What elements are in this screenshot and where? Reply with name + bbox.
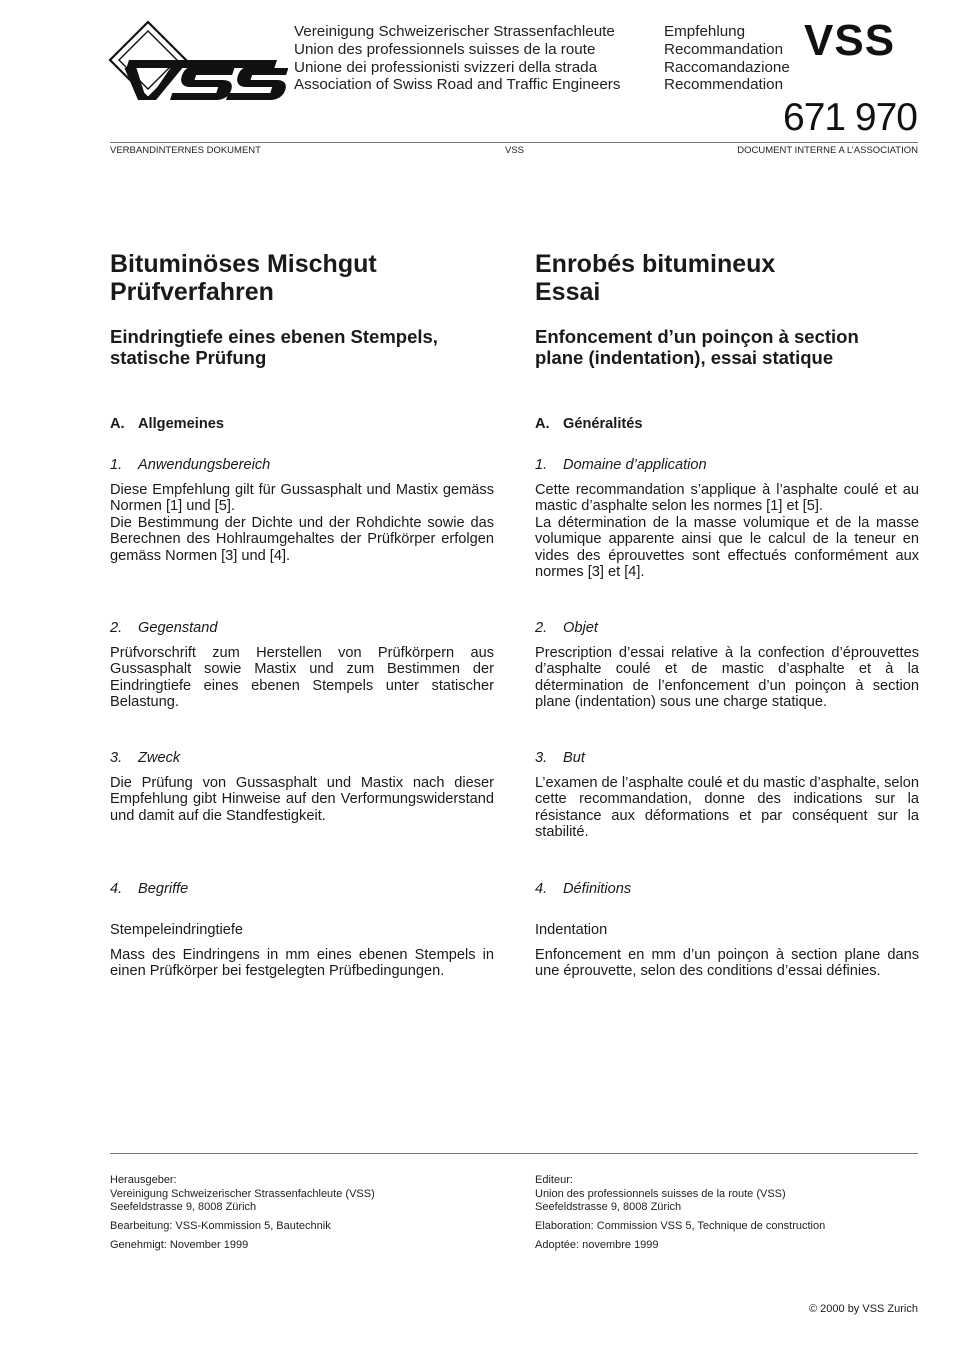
publisher-label: Editeur: [535, 1174, 573, 1186]
editing-info: Elaboration: Commission VSS 5, Technique de construction [535, 1220, 826, 1233]
subsection-title: Begriffe [138, 881, 189, 897]
document-types [664, 23, 790, 94]
subsection-title: Domaine d’application [563, 457, 707, 473]
approval-date: Adoptée: novembre 1999 [535, 1238, 659, 1251]
subsection-number: 2. [535, 620, 548, 636]
subtitle-fr [535, 326, 919, 368]
subtitle-line-2: plane (indentation), essai statique [535, 347, 834, 368]
term: Indentation [535, 922, 608, 938]
doc-type-fr: Recommandation [664, 40, 784, 58]
paragraph: Diese Empfehlung gilt für Gussasphalt und Mastix gemäss Normen [1] und [5]. [110, 482, 494, 515]
subsection-heading-3 [110, 750, 494, 767]
paragraph: Die Bestimmung der Dichte und der Rohdichte sowie das Berechnen des Hohlraumgehaltes der Prüfkörper erfolgen gemäss Normen [3] und [4]. [110, 514, 494, 564]
paragraph: Prüfvorschrift zum Herstellen von Prüfkörpern aus Gussasphalt sowie Mastix und zum Bestimmen der Eindringtiefe eines ebenen Stempels unter statischer Belastung. [110, 645, 494, 711]
subsection-heading-1 [535, 457, 919, 474]
org-name-de: Vereinigung Schweizerischer Strassenfachleute [294, 23, 615, 40]
subtitle-de [110, 326, 494, 368]
definition-fr [535, 947, 919, 980]
title-line-1: Enrobés bitumineux [535, 250, 776, 278]
title-line-2: Prüfverfahren [110, 278, 274, 306]
title-de [110, 250, 494, 306]
paragraph-purpose-fr [535, 775, 919, 841]
section-title: Allgemeines [138, 416, 224, 432]
subsection-number: 1. [110, 457, 123, 473]
subsection-heading-1 [110, 457, 494, 474]
footer-divider [110, 1153, 918, 1154]
approval-date: Genehmigt: November 1999 [110, 1238, 249, 1251]
doc-type-de: Empfehlung [664, 23, 746, 40]
publisher-label: Herausgeber: [110, 1174, 177, 1186]
publisher-address: Seefeldstrasse 9, 8008 Zürich [535, 1201, 682, 1214]
org-name-fr: Union des professionnels suisses de la route [294, 40, 596, 58]
subtitle-line-1: Eindringtiefe eines ebenen Stempels, [110, 326, 438, 347]
editing-info: Bearbeitung: VSS-Kommission 5, Bautechnik [110, 1220, 331, 1233]
publisher-name: Union des professionnels suisses de la route (VSS) [535, 1187, 786, 1200]
paragraph-purpose-de [110, 775, 494, 824]
term: Stempeleindringtiefe [110, 922, 244, 938]
subsection-number: 4. [110, 881, 123, 897]
header-divider [110, 142, 918, 143]
section-heading-a [110, 416, 494, 433]
subsection-heading-4 [110, 881, 494, 898]
subsection-number: 1. [535, 457, 548, 473]
document-number: 671 970 [783, 96, 917, 139]
vss-wordmark: VSS [804, 16, 896, 65]
doc-type-it: Raccomandazione [664, 58, 790, 76]
publisher-name: Vereinigung Schweizerischer Strassenfachleute (VSS) [110, 1187, 375, 1200]
subsection-title: Zweck [138, 750, 181, 766]
publisher-info-fr [535, 1174, 919, 1253]
subsection-number: 3. [110, 750, 123, 766]
section-number: A. [535, 416, 550, 432]
paragraph: Prescription d’essai relative à la confection d’éprouvettes d’asphalte coulé et de mastic d’asphalte et à la détermination de l’enfoncement d’un poinçon à section plane (indentation) sous une charge statique. [535, 645, 919, 711]
subsection-title: Définitions [563, 881, 632, 897]
internal-doc-label-de: VERBANDINTERNES DOKUMENT [110, 145, 261, 156]
paragraph: Die Prüfung von Gussasphalt und Mastix nach dieser Empfehlung gibt Hinweise auf den Verformungswiderstand und damit auf die Standfestigkeit. [110, 775, 494, 824]
term-de [110, 922, 494, 938]
internal-doc-label-fr: DOCUMENT INTERNE A L’ASSOCIATION [737, 145, 918, 156]
term-fr [535, 922, 919, 938]
definition-de [110, 947, 494, 980]
section-heading-a [535, 416, 919, 433]
subsection-heading-3 [535, 750, 919, 767]
subsection-heading-4 [535, 881, 919, 898]
paragraph: Cette recommandation s’applique à l’asphalte coulé et au mastic d’asphalte selon les normes [1] et [5]. [535, 482, 919, 515]
paragraph: L’examen de l’asphalte coulé et du mastic d’asphalte, selon cette recommandation, donne des indications sur la résistance aux déformations et par conséquent sur la stabilité. [535, 775, 919, 841]
section-title: Généralités [563, 416, 643, 432]
subsection-number: 4. [535, 881, 548, 897]
subsection-heading-2 [535, 620, 919, 637]
subsection-title: Anwendungsbereich [138, 457, 271, 473]
org-name-it: Unione dei professionisti svizzeri della strada [294, 58, 598, 76]
publisher-info-de [110, 1174, 494, 1253]
center-label: VSS [505, 145, 525, 156]
subsection-number: 2. [110, 620, 123, 636]
paragraph-subject-fr [535, 645, 919, 711]
vss-logo [108, 20, 288, 102]
org-name-en: Association of Swiss Road and Traffic Engineers [294, 76, 621, 94]
title-line-2: Essai [535, 278, 601, 306]
subsection-heading-2 [110, 620, 494, 637]
subtitle-line-2: statische Prüfung [110, 347, 267, 368]
copyright: © 2000 by VSS Zurich [809, 1303, 918, 1315]
subsection-title: Gegenstand [138, 620, 218, 636]
paragraph-scope-de [110, 482, 494, 564]
subsection-number: 3. [535, 750, 548, 766]
subsection-title: But [563, 750, 585, 766]
section-number: A. [110, 416, 125, 432]
doc-type-en: Recommendation [664, 76, 784, 94]
publisher-address: Seefeldstrasse 9, 8008 Zürich [110, 1201, 257, 1214]
definition: Enfoncement en mm d’un poinçon à section plane dans une éprouvette, selon des conditions d’essai définies. [535, 947, 919, 980]
organization-names [294, 23, 620, 94]
subsection-title: Objet [563, 620, 598, 636]
subtitle-line-1: Enfoncement d’un poinçon à section [535, 326, 859, 347]
paragraph-subject-de [110, 645, 494, 711]
title-line-1: Bituminöses Mischgut [110, 250, 377, 278]
paragraph: La détermination de la masse volumique et de la masse volumique apparente ainsi que le calcul de la teneur en vides des éprouvettes sont effectués conformément aux normes [3] et [4]. [535, 514, 919, 581]
title-fr [535, 250, 919, 306]
paragraph-scope-fr [535, 482, 919, 580]
definition: Mass des Eindringens in mm eines ebenen Stempels in einen Prüfkörper bei festgelegten Prüfbedingungen. [110, 947, 494, 980]
